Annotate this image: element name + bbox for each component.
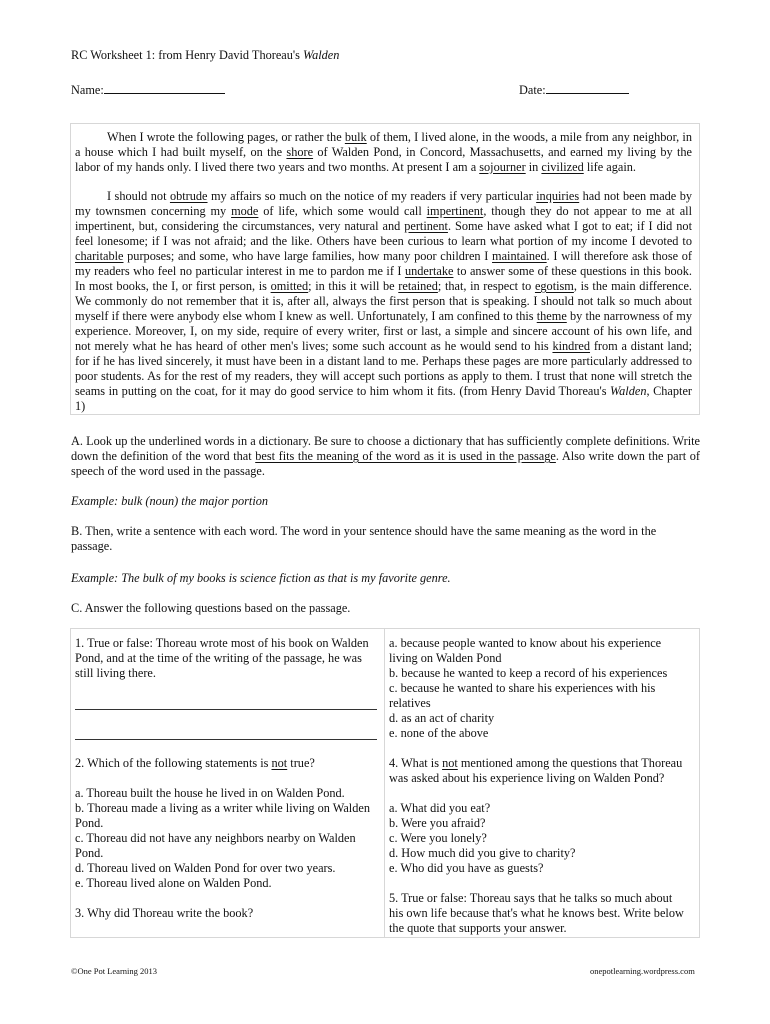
text-run: true? <box>287 756 315 770</box>
question-3-options <box>389 636 689 741</box>
text-run: . I will therefore ask those of my readers who feel no particular interest in me to pardon me if I <box>75 249 692 278</box>
instruction-c: C. Answer the following questions based on the passage. <box>71 601 351 615</box>
text-run: , Chapter 1) <box>75 384 692 413</box>
underlined-word: best fits the meaning of the word as it is used in the passage <box>255 449 556 463</box>
question-2-option-b: b. Thoreau made a living as a writer while living on Walden Pond. <box>75 801 370 830</box>
question-3-option-a: a. because people wanted to know about his experience living on Walden Pond <box>389 636 662 665</box>
question-1-answer-line-1[interactable] <box>75 709 377 710</box>
text-run: in <box>525 160 542 174</box>
title-book-name: Walden <box>302 48 340 62</box>
underlined-word: shore <box>286 145 314 159</box>
question-2-option-d: d. Thoreau lived on Walden Pond for over two years. <box>75 861 336 875</box>
underlined-word: charitable <box>75 249 124 263</box>
name-blank[interactable] <box>104 82 225 94</box>
text-run: 4. What is <box>389 756 443 770</box>
underlined-word: impertinent <box>426 204 484 218</box>
question-3-option-e: e. none of the above <box>389 726 489 740</box>
underlined-word: civilized <box>541 160 584 174</box>
footer-website: onepotlearning.wordpress.com <box>590 966 695 976</box>
text-run: mentioned among the questions that Thoreau was asked about his experience living on Walden Pond? <box>389 756 683 785</box>
text-run: , is the main difference. We commonly do not remember that it is, after all, always the first person that is speaking. I should not talk so much about myself if there were anybody else whom I knew as well. Unfortunately, I am confined to this <box>75 279 692 323</box>
date-blank[interactable] <box>546 82 629 94</box>
underlined-word: kindred <box>552 339 591 353</box>
question-5: 5. True or false: Thoreau says that he talks so much about his own life because that's what he knows best. Write below the quote that supports your answer. <box>389 891 684 935</box>
column-divider <box>384 629 385 937</box>
text-run: of them, I lived alone, in the woods, a mile from any neighbor, in a house which I had built myself, on the <box>75 130 692 159</box>
text-run: purposes; and some, who have large families, how many poor children I <box>123 249 493 263</box>
date-field <box>519 82 629 98</box>
question-4-options <box>389 801 689 876</box>
name-label: Name: <box>71 83 104 97</box>
question-4-option-a: a. What did you eat? <box>389 801 491 815</box>
text-run: my affairs so much on the notice of my readers if very particular <box>207 189 537 203</box>
question-2-option-a: a. Thoreau built the house he lived in on Walden Pond. <box>75 786 345 800</box>
worksheet-title: RC Worksheet 1: from Henry David Thoreau's Walden <box>71 48 340 62</box>
text-run: to answer some of these questions in this book. In most books, the I, or first person, is <box>75 264 692 293</box>
passage-paragraph-2 <box>75 189 692 414</box>
instruction-b: B. Then, write a sentence with each word. The word in your sentence should have the same meaning as the word in the passage. <box>71 524 657 553</box>
text-run: , though they do not appear to me at all impertinent, but, considering the circumstances, very natural and <box>75 204 692 233</box>
questions-table <box>70 628 700 938</box>
underlined-word: maintained <box>492 249 547 263</box>
underlined-word: not <box>442 756 458 770</box>
text-run: from a distant land; for if he has lived sincerely, it must have been in a distant land to me. Perhaps these pages are more particularly addressed to poor students. As for the rest of my readers, they will accept such portions as apply to them. I trust that none will stretch the seams in putting on the coat, for it may do good service to him whom it fits. (from Henry David Thoreau's <box>75 339 692 398</box>
text-run: . Also write down the part of speech of the word used in the passage. <box>71 449 700 478</box>
question-4 <box>389 756 689 786</box>
passage-paragraph-1 <box>75 130 692 175</box>
name-field <box>71 82 225 98</box>
text-run: of Walden Pond, in Concord, Massachusetts, and earned my living by the labor of my hands only. I lived there two years and two months. At present I am a <box>75 145 692 174</box>
question-3-option-d: d. as an act of charity <box>389 711 495 725</box>
underlined-word: pertinent <box>404 219 448 233</box>
text-run: When I wrote the following pages, or rather the <box>107 130 345 144</box>
question-2 <box>75 756 379 771</box>
text-run: life again. <box>583 160 636 174</box>
text-run: 2. Which of the following statements is <box>75 756 272 770</box>
text-run: of life, which some would call <box>258 204 427 218</box>
underlined-word: egotism <box>534 279 574 293</box>
date-label: Date: <box>519 83 546 97</box>
text-run: ; in this it will be <box>308 279 399 293</box>
example-b: Example: The bulk of my books is science fiction as that is my favorite genre. <box>71 571 451 585</box>
underlined-word: inquiries <box>536 189 580 203</box>
question-4-option-e: e. Who did you have as guests? <box>389 861 544 875</box>
underlined-word: sojourner <box>479 160 526 174</box>
underlined-word: retained <box>398 279 438 293</box>
question-4-option-b: b. Were you afraid? <box>389 816 486 830</box>
text-run: ; that, in respect to <box>437 279 535 293</box>
text-run: . Some have asked what I got to eat; if I did not feel lonesome; if I was not afraid; and the like. Others have been curious to learn what portion of my income I devoted to <box>75 219 692 248</box>
italic-text: Walden <box>610 384 647 398</box>
question-1: 1. True or false: Thoreau wrote most of his book on Walden Pond, and at the time of the writing of the passage, he was still living there. <box>75 636 369 680</box>
question-3: 3. Why did Thoreau write the book? <box>75 906 254 920</box>
example-a: Example: bulk (noun) the major portion <box>71 494 269 508</box>
text-run: had not been made by my townsmen concerning my <box>75 189 693 218</box>
underlined-word: not <box>271 756 288 770</box>
question-4-option-c: c. Were you lonely? <box>389 831 487 845</box>
underlined-word: undertake <box>404 264 454 278</box>
question-2-option-c: c. Thoreau did not have any neighbors nearby on Walden Pond. <box>75 831 356 860</box>
instruction-a <box>71 434 700 479</box>
text-run: by the narrowness of my experience. Moreover, I, on my side, require of every writer, first or last, a simple and sincere account of his own life, and not merely what he has heard of other men's lives; some such account as he would send to his <box>75 309 692 353</box>
footer-copyright: ©One Pot Learning 2013 <box>71 966 158 976</box>
passage-box <box>70 123 700 415</box>
underlined-word: mode <box>231 204 259 218</box>
question-4-option-d: d. How much did you give to charity? <box>389 846 576 860</box>
question-1-answer-line-2[interactable] <box>75 739 377 740</box>
question-2-options <box>75 786 379 891</box>
question-3-option-c: c. because he wanted to share his experiences with his relatives <box>389 681 656 710</box>
text-run: I should not <box>107 189 170 203</box>
question-3-option-b: b. because he wanted to keep a record of his experiences <box>389 666 668 680</box>
underlined-word: obtrude <box>169 189 208 203</box>
underlined-word: theme <box>536 309 567 323</box>
underlined-word: omitted <box>270 279 309 293</box>
underlined-word: bulk <box>344 130 367 144</box>
text-run: A. Look up the underlined words in a dictionary. Be sure to choose a dictionary that has sufficiently complete definitions. Write down the definition of the word that <box>71 434 700 463</box>
question-2-option-e: e. Thoreau lived alone on Walden Pond. <box>75 876 272 890</box>
